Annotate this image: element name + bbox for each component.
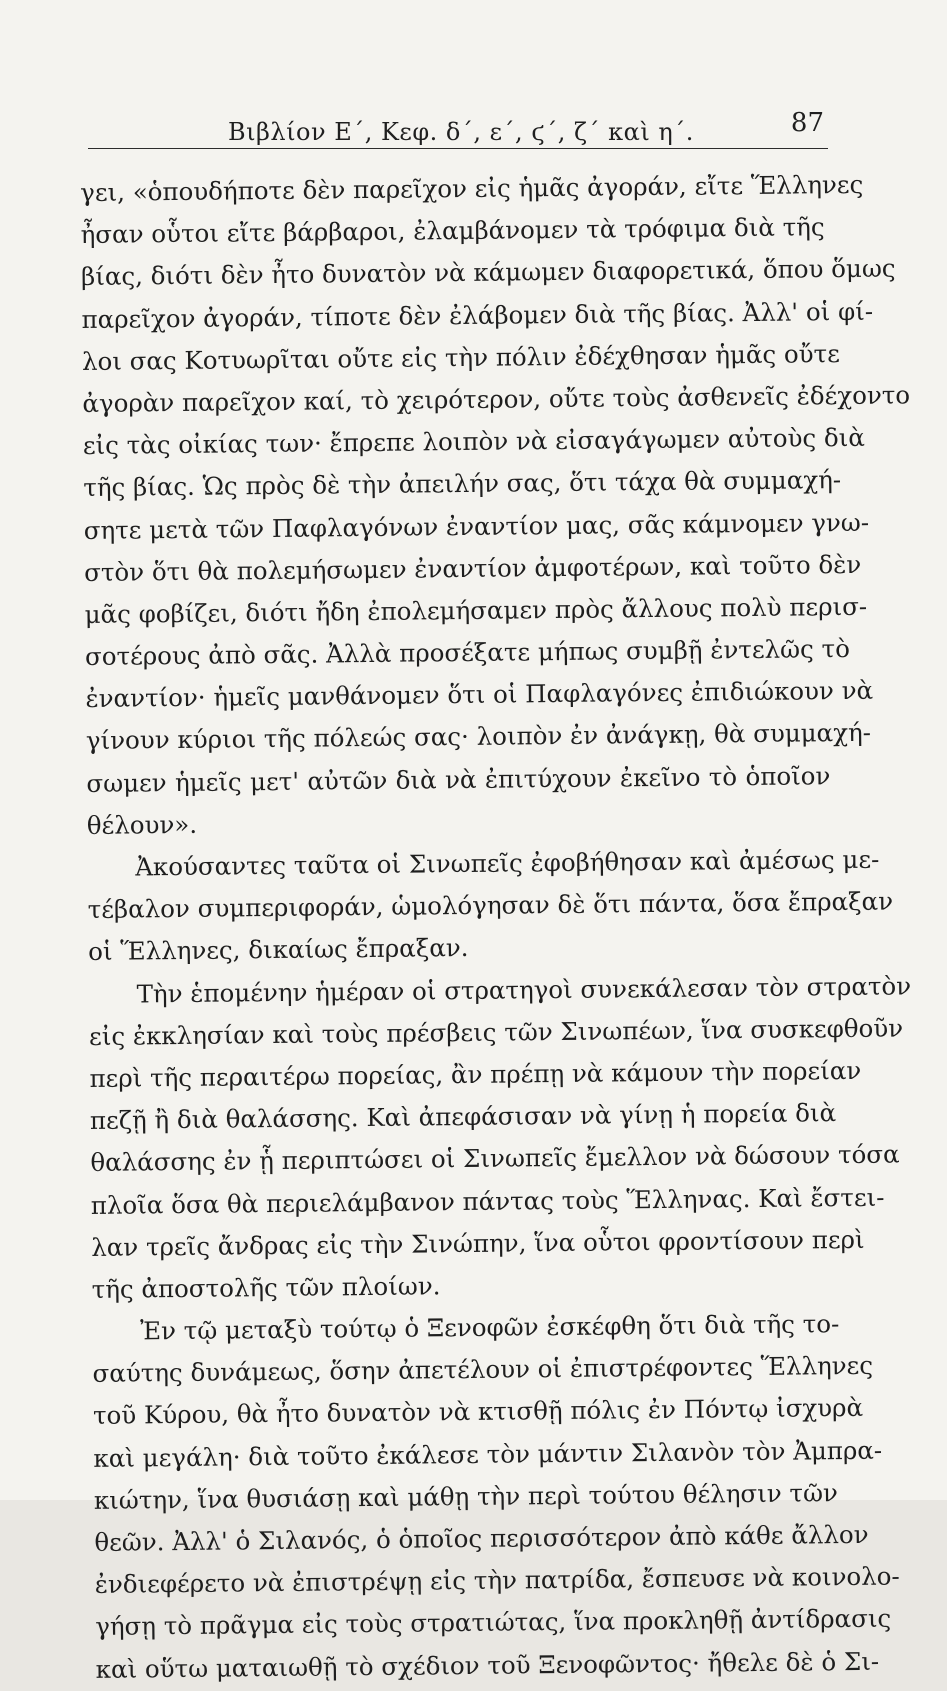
text-line: γήσῃ τὸ πρᾶγμα εἰς τοὺς στρατιώτας, ἵνα προκληθῇ ἀντίδρασις — [95, 1603, 892, 1642]
text-line: πλοῖα ὅσα θὰ περιελάμβανον πάντας τοὺς Ἕλληνας. Καὶ ἔστει- — [90, 1182, 885, 1220]
text-line: σωμεν ἡμεῖς μετ' αὐτῶν διὰ νὰ ἐπιτύχουν ἐκεῖνο τὸ ὁποῖον — [86, 760, 831, 798]
text-line: θαλάσσης ἐν ᾗ περιπτώσει οἱ Σινωπεῖς ἔμελλον νὰ δώσουν τόσα — [90, 1139, 900, 1178]
page-number: 87 — [790, 108, 824, 138]
text-line: μᾶς φοβίζει, διότι ἤδη ἐπολεμήσαμεν πρὸς ἄλλους πολὺ περισ- — [84, 591, 868, 629]
text-line: Ἀκούσαντες ταῦτα οἱ Σινωπεῖς ἐφοβήθησαν καὶ ἀμέσως με- — [135, 844, 880, 882]
text-line: πεζῇ ἢ διὰ θαλάσσης. Καὶ ἀπεφάσισαν νὰ γίνῃ ἡ πορεία διὰ — [89, 1098, 837, 1136]
text-line: θεῶν. Ἀλλ' ὁ Σιλανός, ὁ ὁποῖος περισσότερον ἀπὸ κάθε ἄλλον — [94, 1519, 869, 1557]
text-line: εἰς ἐκκλησίαν καὶ τοὺς πρέσβεις τῶν Σινωπέων, ἵνα συσκεφθοῦν — [88, 1013, 904, 1051]
text-line: οἱ Ἕλληνες, δικαίως ἔπραξαν. — [88, 933, 469, 967]
text-line: τέβαλον συμπεριφοράν, ὡμολόγησαν δὲ ὅτι πάντα, ὅσα ἔπραξαν — [87, 886, 894, 925]
text-line: βίας, διότι δὲν ἦτο δυνατὸν νὰ κάμωμεν διαφορετικά, ὅπου ὅμως — [80, 253, 896, 292]
text-line: ἐνδιεφέρετο νὰ ἐπιστρέψῃ εἰς τὴν πατρίδα, ἔσπευσε νὰ κοινολο- — [94, 1561, 900, 1600]
text-line: τοῦ Κύρου, θὰ ἦτο δυνατὸν νὰ κτισθῇ πόλις ἐν Πόντῳ ἰσχυρὰ — [92, 1393, 864, 1431]
text-line: περὶ τῆς περαιτέρω πορείας, ἂν πρέπῃ νὰ κάμουν τὴν πορείαν — [89, 1055, 862, 1093]
text-line: γίνουν κύριοι τῆς πόλεώς σας· λοιπὸν ἐν ἀνάγκῃ, θὰ συμμαχή- — [85, 718, 872, 756]
text-line: σοτέρους ἀπὸ σᾶς. Ἀλλὰ προσέξατε μήπως συμβῇ ἐντελῶς τὸ — [84, 634, 851, 672]
text-line: Ἐν τῷ μεταξὺ τούτῳ ὁ Ξενοφῶν ἐσκέφθη ὅτι διὰ τῆς το- — [139, 1309, 840, 1346]
body-text — [80, 164, 912, 1690]
text-line: καὶ μεγάλη· διὰ τοῦτο ἐκάλεσε τὸν μάντιν Σιλανὸν τὸν Ἀμπρα- — [93, 1435, 883, 1473]
text-line: ἐναντίον· ἡμεῖς μανθάνομεν ὅτι οἱ Παφλαγόνες ἐπιδιώκουν νὰ — [85, 675, 874, 714]
running-head: Βιβλίον Ε΄, Κεφ. δ΄, ε΄, ϛ΄, ζ΄ καὶ η΄. — [228, 118, 694, 146]
text-line: στὸν ὅτι θὰ πολεμήσωμεν ἐναντίον ἀμφοτέρων, καὶ τοῦτο δὲν — [84, 549, 862, 587]
text-line: ἀγορὰν παρεῖχον καί, τὸ χειρότερον, οὔτε τοὺς ἀσθενεῖς ἐδέχοντο — [82, 380, 911, 418]
text-line: παρεῖχον ἀγοράν, τίποτε δὲν ἐλάβομεν διὰ τῆς βίας. Ἀλλ' οἱ φί- — [81, 296, 874, 334]
text-line: καὶ οὕτω ματαιωθῇ τὸ σχέδιον τοῦ Ξενοφῶντος· ἤθελε δὲ ὁ Σι- — [95, 1646, 880, 1684]
text-line: ἦσαν οὗτοι εἴτε βάρβαροι, ἐλαμβάνομεν τὰ τρόφιμα διὰ τῆς — [80, 212, 825, 250]
text-line: τῆς βίας. Ὡς πρὸς δὲ τὴν ἀπειλήν σας, ὅτι τάχα θὰ συμμαχή- — [83, 465, 842, 503]
text-line: λαν τρεῖς ἄνδρας εἰς τὴν Σινώπην, ἵνα οὗτοι φροντίσουν περὶ — [91, 1224, 865, 1262]
text-line: κιώτην, ἵνα θυσιάσῃ καὶ μάθῃ τὴν περὶ τούτου θέλησιν τῶν — [93, 1477, 839, 1515]
text-line: Τὴν ἑπομένην ἡμέραν οἱ στρατηγοὶ συνεκάλεσαν τὸν στρατὸν — [136, 970, 912, 1009]
text-line: γει, «ὁπουδήποτε δὲν παρεῖχον εἰς ἡμᾶς ἀγοράν, εἴτε Ἕλληνες — [80, 169, 864, 207]
text-line: σαύτης δυνάμεως, ὅσην ἀπετέλουν οἱ ἐπιστρέφοντες Ἕλληνες — [92, 1351, 874, 1389]
text-line: τῆς ἀποστολῆς τῶν πλοίων. — [91, 1271, 441, 1304]
text-line: εἰς τὰς οἰκίας των· ἔπρεπε λοιπὸν νὰ εἰσαγάγωμεν αὐτοὺς διὰ — [82, 422, 866, 461]
text-line: λοι σας Κοτυωρῖται οὔτε εἰς τὴν πόλιν ἐδέχθησαν ἡμᾶς οὔτε — [81, 338, 840, 376]
page-header — [88, 108, 828, 149]
text-line: σητε μετὰ τῶν Παφλαγόνων ἐναντίον μας, σᾶς κάμνομεν γνω- — [83, 507, 870, 545]
text-line: θέλουν». — [86, 809, 198, 840]
